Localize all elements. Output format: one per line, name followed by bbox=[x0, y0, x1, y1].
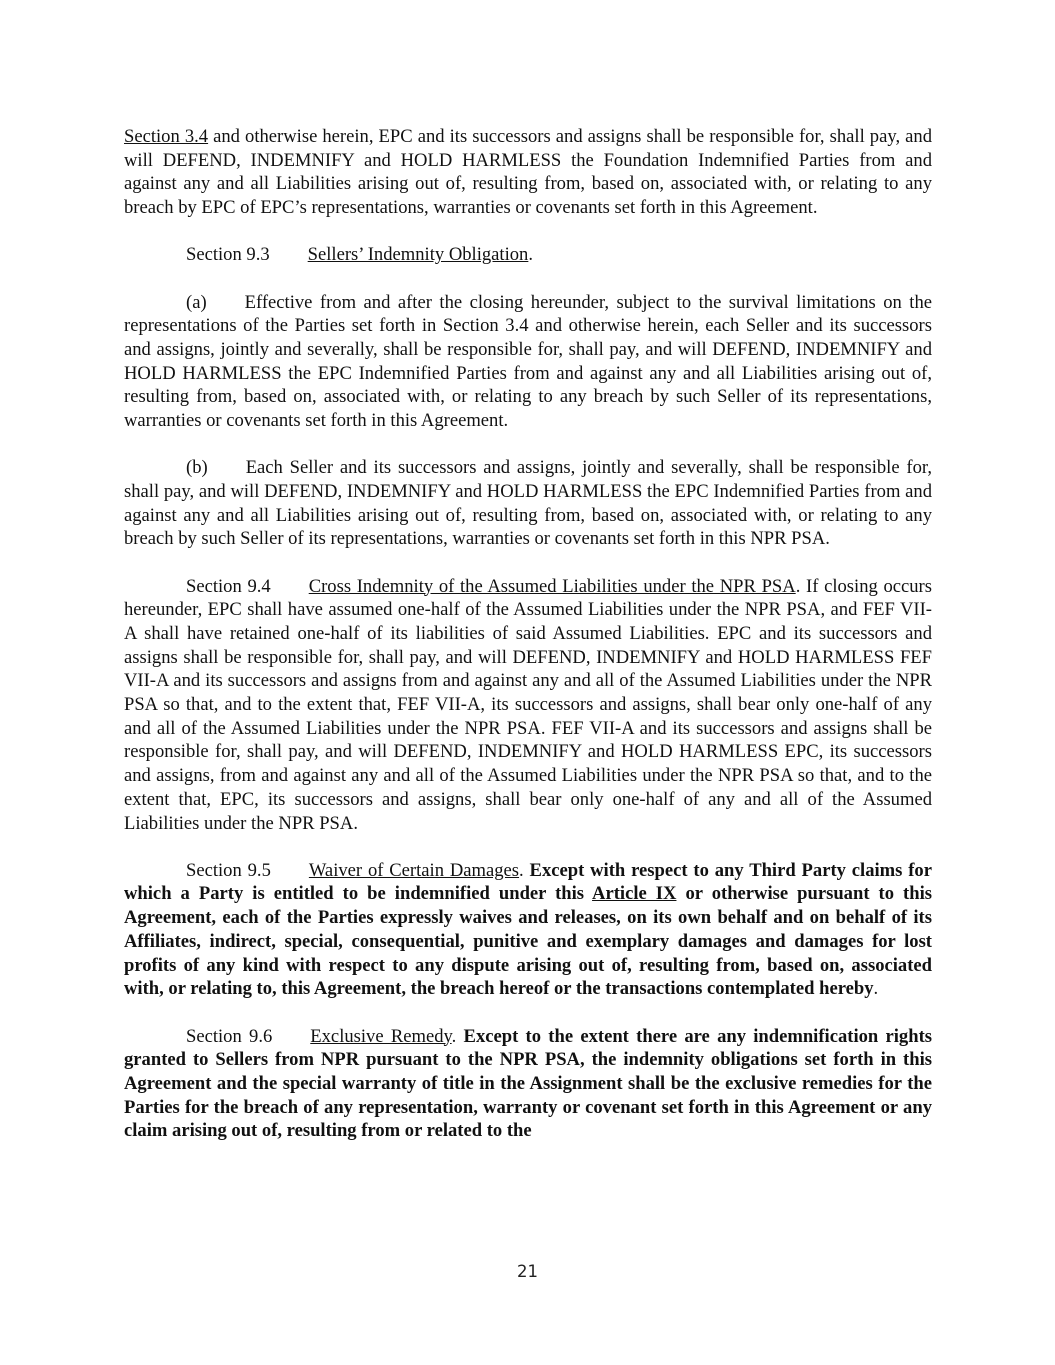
subsection-label: (b) bbox=[186, 457, 208, 479]
section-9-5: Section 9.5 Waiver of Certain Damages. Except with respect to any Third Party claims for which a Party is entitled to be indemnified under this Article IX or otherwise pursuant to this Agreement, each of the Parties expressly waives and releases, on its own behalf and on behalf of its Affiliates, indirect, special, consequential, punitive and exemplary damages and damages for lost profits of any kind with respect to any dispute arising out of, resulting from, based on, associated with, or relating to, this Agreement, the breach hereof or the transactions contemplated hereby. bbox=[124, 859, 932, 1000]
section-title: Exclusive Remedy bbox=[310, 1025, 452, 1047]
article-reference: Article IX bbox=[592, 883, 677, 905]
subsection-text: Effective from and after the closing hereunder, subject to the survival limitations on the representations of the Parties set forth in Section 3.4 and otherwise herein, each Seller and its successors and assigns, jointly and severally, shall be responsible for, shall pay, and will DEFEND, INDEMNIFY and HOLD HARMLESS the EPC Indemnified Parties from and against any and all Liabilities arising out of, resulting from, based on, associated with, or relating to any breach by such Seller of its representations, warranties or covenants set forth in this Agreement. bbox=[124, 291, 932, 432]
section-number: Section 9.5 bbox=[186, 859, 271, 881]
section-9-6: Section 9.6 Exclusive Remedy. Except to the extent there are any indemnification rights granted to Sellers from NPR pursuant to the NPR PSA, the indemnity obligations set forth in this Agreement and the special warranty of title in the Assignment shall be the exclusive remedies for the Parties for the breach of any representation, warranty or covenant set forth in this Agreement or any claim arising out of, resulting from or related to the bbox=[124, 1025, 932, 1142]
section-9-4 bbox=[124, 575, 932, 836]
section-title: Sellers’ Indemnity Obligation bbox=[307, 244, 529, 266]
subsection-text: Each Seller and its successors and assigns, jointly and severally, shall be responsible for, shall pay, and will DEFEND, INDEMNIFY and HOLD HARMLESS the EPC Indemnified Parties from and against any and all Liabilities arising out of, resulting from, based on, associated with, or relating to any breach by such Seller of its representations, warranties or covenants set forth in this NPR PSA. bbox=[124, 457, 932, 550]
page-number: 21 bbox=[517, 1262, 538, 1281]
section-9-3-heading: Section 9.3 Sellers’ Indemnity Obligation. bbox=[186, 244, 534, 266]
section-reference: Section 3.4 bbox=[124, 126, 209, 147]
section-number: Section 9.4 bbox=[186, 575, 271, 597]
paragraph-continuation bbox=[124, 125, 932, 220]
section-text: . If closing occurs hereunder, EPC shall have assumed one-half of the Assumed Liabilities under the NPR PSA, and FEF VII-A shall have retained one-half of its liabilities of said Assumed Liabilities. EPC and its successors and assigns shall be responsible for, shall pay, and will DEFEND, INDEMNIFY and HOLD HARMLESS FEF VII-A and its successors and assigns from and against any and all of the Assumed Liabilities under the NPR PSA so that, and to the extent that, FEF VII-A, its successors and assigns, shall bear only one-half of any and all of the Assumed Liabilities under the NPR PSA. FEF VII-A and its successors and assigns shall be responsible for, shall pay, and will DEFEND, INDEMNIFY and HOLD HARMLESS EPC, its successors and assigns, from and against any and all of the Assumed Liabilities under the NPR PSA so that, and to the extent that, EPC, its successors and assigns, shall bear only one-half of any and all of the Assumed Liabilities under the NPR PSA. bbox=[124, 575, 932, 834]
section-number: Section 9.3 bbox=[186, 244, 270, 266]
subsection-label: (a) bbox=[186, 291, 207, 313]
section-title: Waiver of Certain Damages bbox=[308, 859, 520, 881]
document-page bbox=[124, 125, 932, 1167]
bold-text: Except with respect to any Third Party claims for which a Party is entitled to be indemnified under this bbox=[124, 859, 932, 905]
bold-text: or otherwise pursuant to this Agreement, each of the Parties expressly waives and releases, on its own behalf and on behalf of its Affiliates, indirect, special, consequential, punitive and exemplary damages and damages for lost profits of any kind with respect to any dispute arising out of, resulting from, based on, associated with, or relating to, this Agreement, the breach hereof or the transactions contemplated hereby bbox=[124, 883, 932, 1000]
section-9-3-a bbox=[124, 291, 932, 433]
section-number: Section 9.6 bbox=[186, 1025, 273, 1047]
bold-text: Except to the extent there are any indemnification rights granted to Sellers from NPR pursuant to the NPR PSA, the indemnity obligations set forth in this Agreement and the special warranty of title in the Assignment shall be the exclusive remedies for the Parties for the breach of any representation, warranty or covenant set forth in this Agreement or any claim arising out of, resulting from or related to the bbox=[124, 1025, 932, 1142]
section-title: Cross Indemnity of the Assumed Liabilities under the NPR PSA bbox=[308, 575, 796, 597]
section-9-3-b bbox=[124, 456, 932, 551]
paragraph-text: and otherwise herein, EPC and its successors and assigns shall be responsible for, shall pay, and will DEFEND, INDEMNIFY and HOLD HARMLESS the Foundation Indemnified Parties from and against any and all Liabilities arising out of, resulting from, based on, associated with, or relating to any breach by EPC of EPC’s representations, warranties or covenants set forth in this Agreement. bbox=[124, 126, 932, 219]
